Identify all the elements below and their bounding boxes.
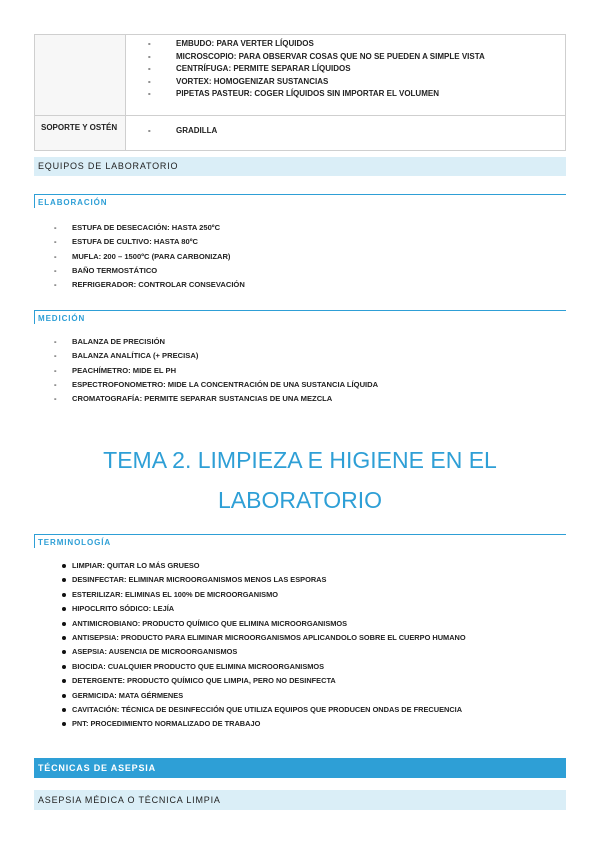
elaboracion-list [54,221,245,292]
list-item: - ESTUFA DE DESECACIÓN: HASTA 250ºC [54,221,245,235]
list-item: PNT: PROCEDIMIENTO NORMALIZADO DE TRABAJO [62,717,466,731]
list-item: LIMPIAR: QUITAR LO MÁS GRUESO [62,559,466,573]
medicion-list [54,335,378,406]
list-item: CAVITACIÓN: TÉCNICA DE DESINFECCIÓN QUE UTILIZA EQUIPOS QUE PRODUCEN ONDAS DE FRECUENCIA [62,703,466,717]
list-item: - BAÑO TERMOSTÁTICO [54,264,245,278]
list-item: - MICROSCOPIO: PARA OBSERVAR COSAS QUE NO SE PUEDEN A SIMPLE VISTA [148,51,559,64]
list-item: - ESPECTROFONOMETRO: MIDE LA CONCENTRACIÓN DE UNA SUSTANCIA LÍQUIDA [54,378,378,392]
list-item: - BALANZA ANALÍTICA (+ PRECISA) [54,349,378,363]
list-item: - MUFLA: 200 – 1500ºC (PARA CARBONIZAR) [54,250,245,264]
list-item: - PEACHÍMETRO: MIDE EL PH [54,364,378,378]
section-header-asepsia-medica: ASEPSIA MÉDICA O TÉCNICA LIMPIA [34,790,566,810]
list-item: GERMICIDA: MATA GÉRMENES [62,689,466,703]
list-item: - CENTRÍFUGA: PERMITE SEPARAR LÍQUIDOS [148,63,559,76]
list-item: HIPOCLRITO SÓDICO: LEJÍA [62,602,466,616]
list-item: - CROMATOGRAFÍA: PERMITE SEPARAR SUSTANCIAS DE UNA MEZCLA [54,392,378,406]
list-item: - VORTEX: HOMOGENIZAR SUSTANCIAS [148,76,559,89]
list-item: - REFRIGERADOR: CONTROLAR CONSEVACIÓN [54,278,245,292]
list-item: BIOCIDA: CUALQUIER PRODUCTO QUE ELIMINA MICROORGANISMOS [62,660,466,674]
table-category-cell: SOPORTE Y OSTÉN [35,116,126,151]
table-items-cell [126,116,566,151]
table-item-list [148,38,559,101]
list-item: ANTIMICROBIANO: PRODUCTO QUÍMICO QUE ELIMINA MICROORGANISMOS [62,617,466,631]
list-item: - ESTUFA DE CULTIVO: HASTA 80ºC [54,235,245,249]
list-item: - GRADILLA [148,125,559,138]
list-item: DESINFECTAR: ELIMINAR MICROORGANISMOS MENOS LAS ESPORAS [62,573,466,587]
table-category-cell [35,35,126,116]
section-header-equipos: EQUIPOS DE LABORATORIO [34,157,566,176]
section-header-tecnicas: TÉCNICAS DE ASEPSIA [34,758,566,778]
list-item: - BALANZA DE PRECISIÓN [54,335,378,349]
chapter-title [34,440,566,520]
list-item: ESTERILIZAR: ELIMINAS EL 100% DE MICROORGANISMO [62,588,466,602]
list-item: ANTISEPSIA: PRODUCTO PARA ELIMINAR MICROORGANISMOS APLICANDOLO SOBRE EL CUERPO HUMANO [62,631,466,645]
list-item: - EMBUDO: PARA VERTER LÍQUIDOS [148,38,559,51]
terminologia-list [62,559,466,732]
subsection-heading-terminologia: TERMINOLOGÍA [34,534,566,548]
subsection-heading-elaboracion: ELABORACIÓN [34,194,566,208]
table-row [35,35,566,116]
table-items-cell [126,35,566,116]
list-item: - PIPETAS PASTEUR: COGER LÍQUIDOS SIN IMPORTAR EL VOLUMEN [148,88,559,101]
list-item: ASEPSIA: AUSENCIA DE MICROORGANISMOS [62,645,466,659]
subsection-heading-medicion: MEDICIÓN [34,310,566,324]
table-item-list [148,125,559,138]
table-row [35,116,566,151]
chapter-title-line: LABORATORIO [217,487,383,513]
equipment-table [34,34,566,151]
list-item: DETERGENTE: PRODUCTO QUÍMICO QUE LIMPIA, PERO NO DESINFECTA [62,674,466,688]
chapter-title-line: TEMA 2. LIMPIEZA E HIGIENE EN EL [103,447,497,473]
